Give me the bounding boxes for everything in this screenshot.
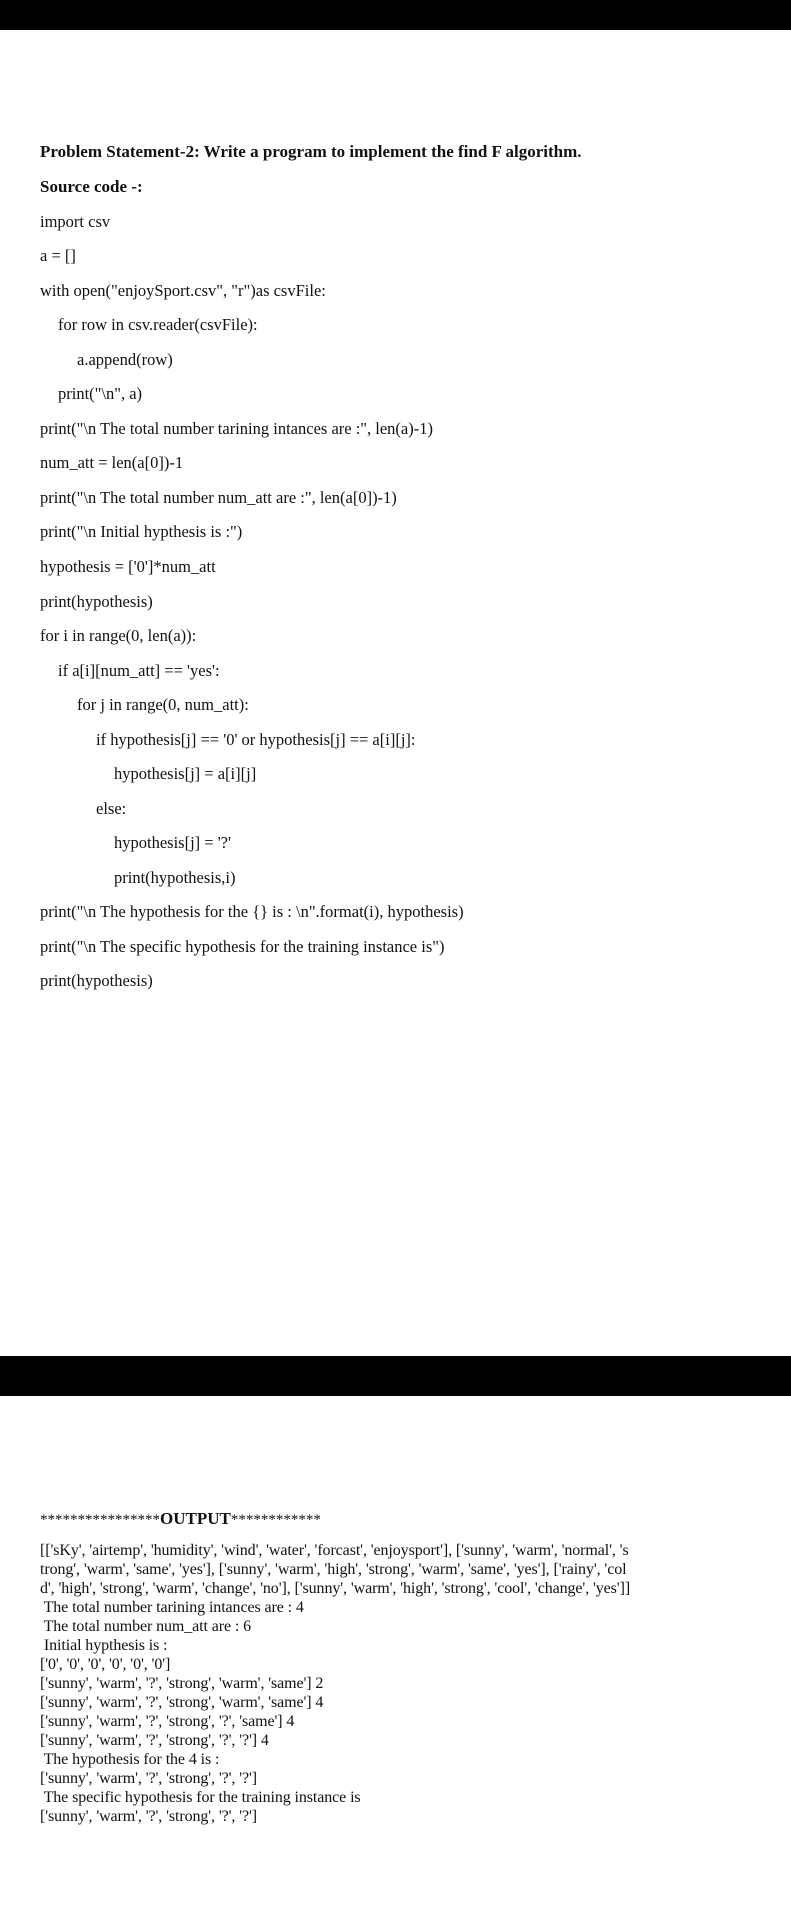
code-line: if a[i][num_att] == 'yes': (58, 661, 220, 680)
output-line: ['sunny', 'warm', '?', 'strong', 'warm', 'same'] 2 (40, 1675, 324, 1692)
code-line: hypothesis = ['0']*num_att (40, 557, 216, 576)
output-line: Initial hypthesis is : (40, 1637, 168, 1654)
code-line: print("\n Initial hypthesis is :") (40, 522, 243, 541)
code-line: print("\n The total number tarining intances are :", len(a)-1) (40, 419, 433, 438)
code-line: a = [] (40, 246, 76, 265)
code-line: import csv (40, 212, 111, 231)
code-line: num_att = len(a[0])-1 (40, 453, 184, 472)
code-line: for row in csv.reader(csvFile): (58, 315, 258, 334)
code-line: hypothesis[j] = '?' (114, 833, 231, 852)
code-line: print("\n The total number num_att are :", len(a[0])-1) (40, 488, 397, 507)
output-line: ['sunny', 'warm', '?', 'strong', '?', '?'] (40, 1808, 258, 1825)
output-line: trong', 'warm', 'same', 'yes'], ['sunny', 'warm', 'high', 'strong', 'warm', 'same', 'yes'], ['rainy', 'col (40, 1561, 627, 1578)
output-heading (40, 1509, 321, 1529)
output-line: The total number tarining intances are : 4 (40, 1599, 304, 1616)
output-line: The hypothesis for the 4 is : (40, 1751, 220, 1768)
output-line: ['sunny', 'warm', '?', 'strong', 'warm', 'same'] 4 (40, 1694, 324, 1711)
code-line: a.append(row) (77, 350, 173, 369)
output-line: [['sKy', 'airtemp', 'humidity', 'wind', 'water', 'forcast', 'enjoysport'], ['sunny', 'warm', 'normal', 's (40, 1542, 629, 1559)
problem-statement: Problem Statement-2: Write a program to implement the find F algorithm. (40, 142, 582, 161)
code-line: print(hypothesis,i) (114, 868, 236, 887)
output-line: The specific hypothesis for the training instance is (40, 1789, 361, 1806)
output-stars-right: ************ (230, 1512, 321, 1528)
code-line: with open("enjoySport.csv", "r")as csvFile: (40, 281, 326, 300)
output-line: ['sunny', 'warm', '?', 'strong', '?', 'same'] 4 (40, 1713, 295, 1730)
top-black-bar (0, 0, 791, 30)
code-line: hypothesis[j] = a[i][j] (114, 764, 257, 783)
output-line: ['sunny', 'warm', '?', 'strong', '?', '?'] (40, 1770, 258, 1787)
output-line: The total number num_att are : 6 (40, 1618, 252, 1635)
output-line: ['0', '0', '0', '0', '0', '0'] (40, 1656, 171, 1673)
code-line: print(hypothesis) (40, 971, 153, 990)
source-code-label: Source code -: (40, 177, 143, 196)
code-line: print("\n", a) (58, 384, 143, 403)
code-line: for j in range(0, num_att): (77, 695, 249, 714)
output-title: OUTPUT (160, 1509, 231, 1528)
middle-black-bar (0, 1356, 791, 1396)
output-line: d', 'high', 'strong', 'warm', 'change', 'no'], ['sunny', 'warm', 'high', 'strong', 'cool', 'change', 'yes']] (40, 1580, 631, 1597)
code-line: print("\n The specific hypothesis for the training instance is") (40, 937, 445, 956)
code-line: for i in range(0, len(a)): (40, 626, 197, 645)
code-line: print("\n The hypothesis for the {} is : \n".format(i), hypothesis) (40, 902, 464, 921)
code-line: else: (96, 799, 127, 818)
code-line: if hypothesis[j] == '0' or hypothesis[j] == a[i][j]: (96, 730, 416, 749)
output-stars-left: **************** (40, 1512, 160, 1528)
code-line: print(hypothesis) (40, 592, 153, 611)
output-line: ['sunny', 'warm', '?', 'strong', '?', '?'] 4 (40, 1732, 269, 1749)
